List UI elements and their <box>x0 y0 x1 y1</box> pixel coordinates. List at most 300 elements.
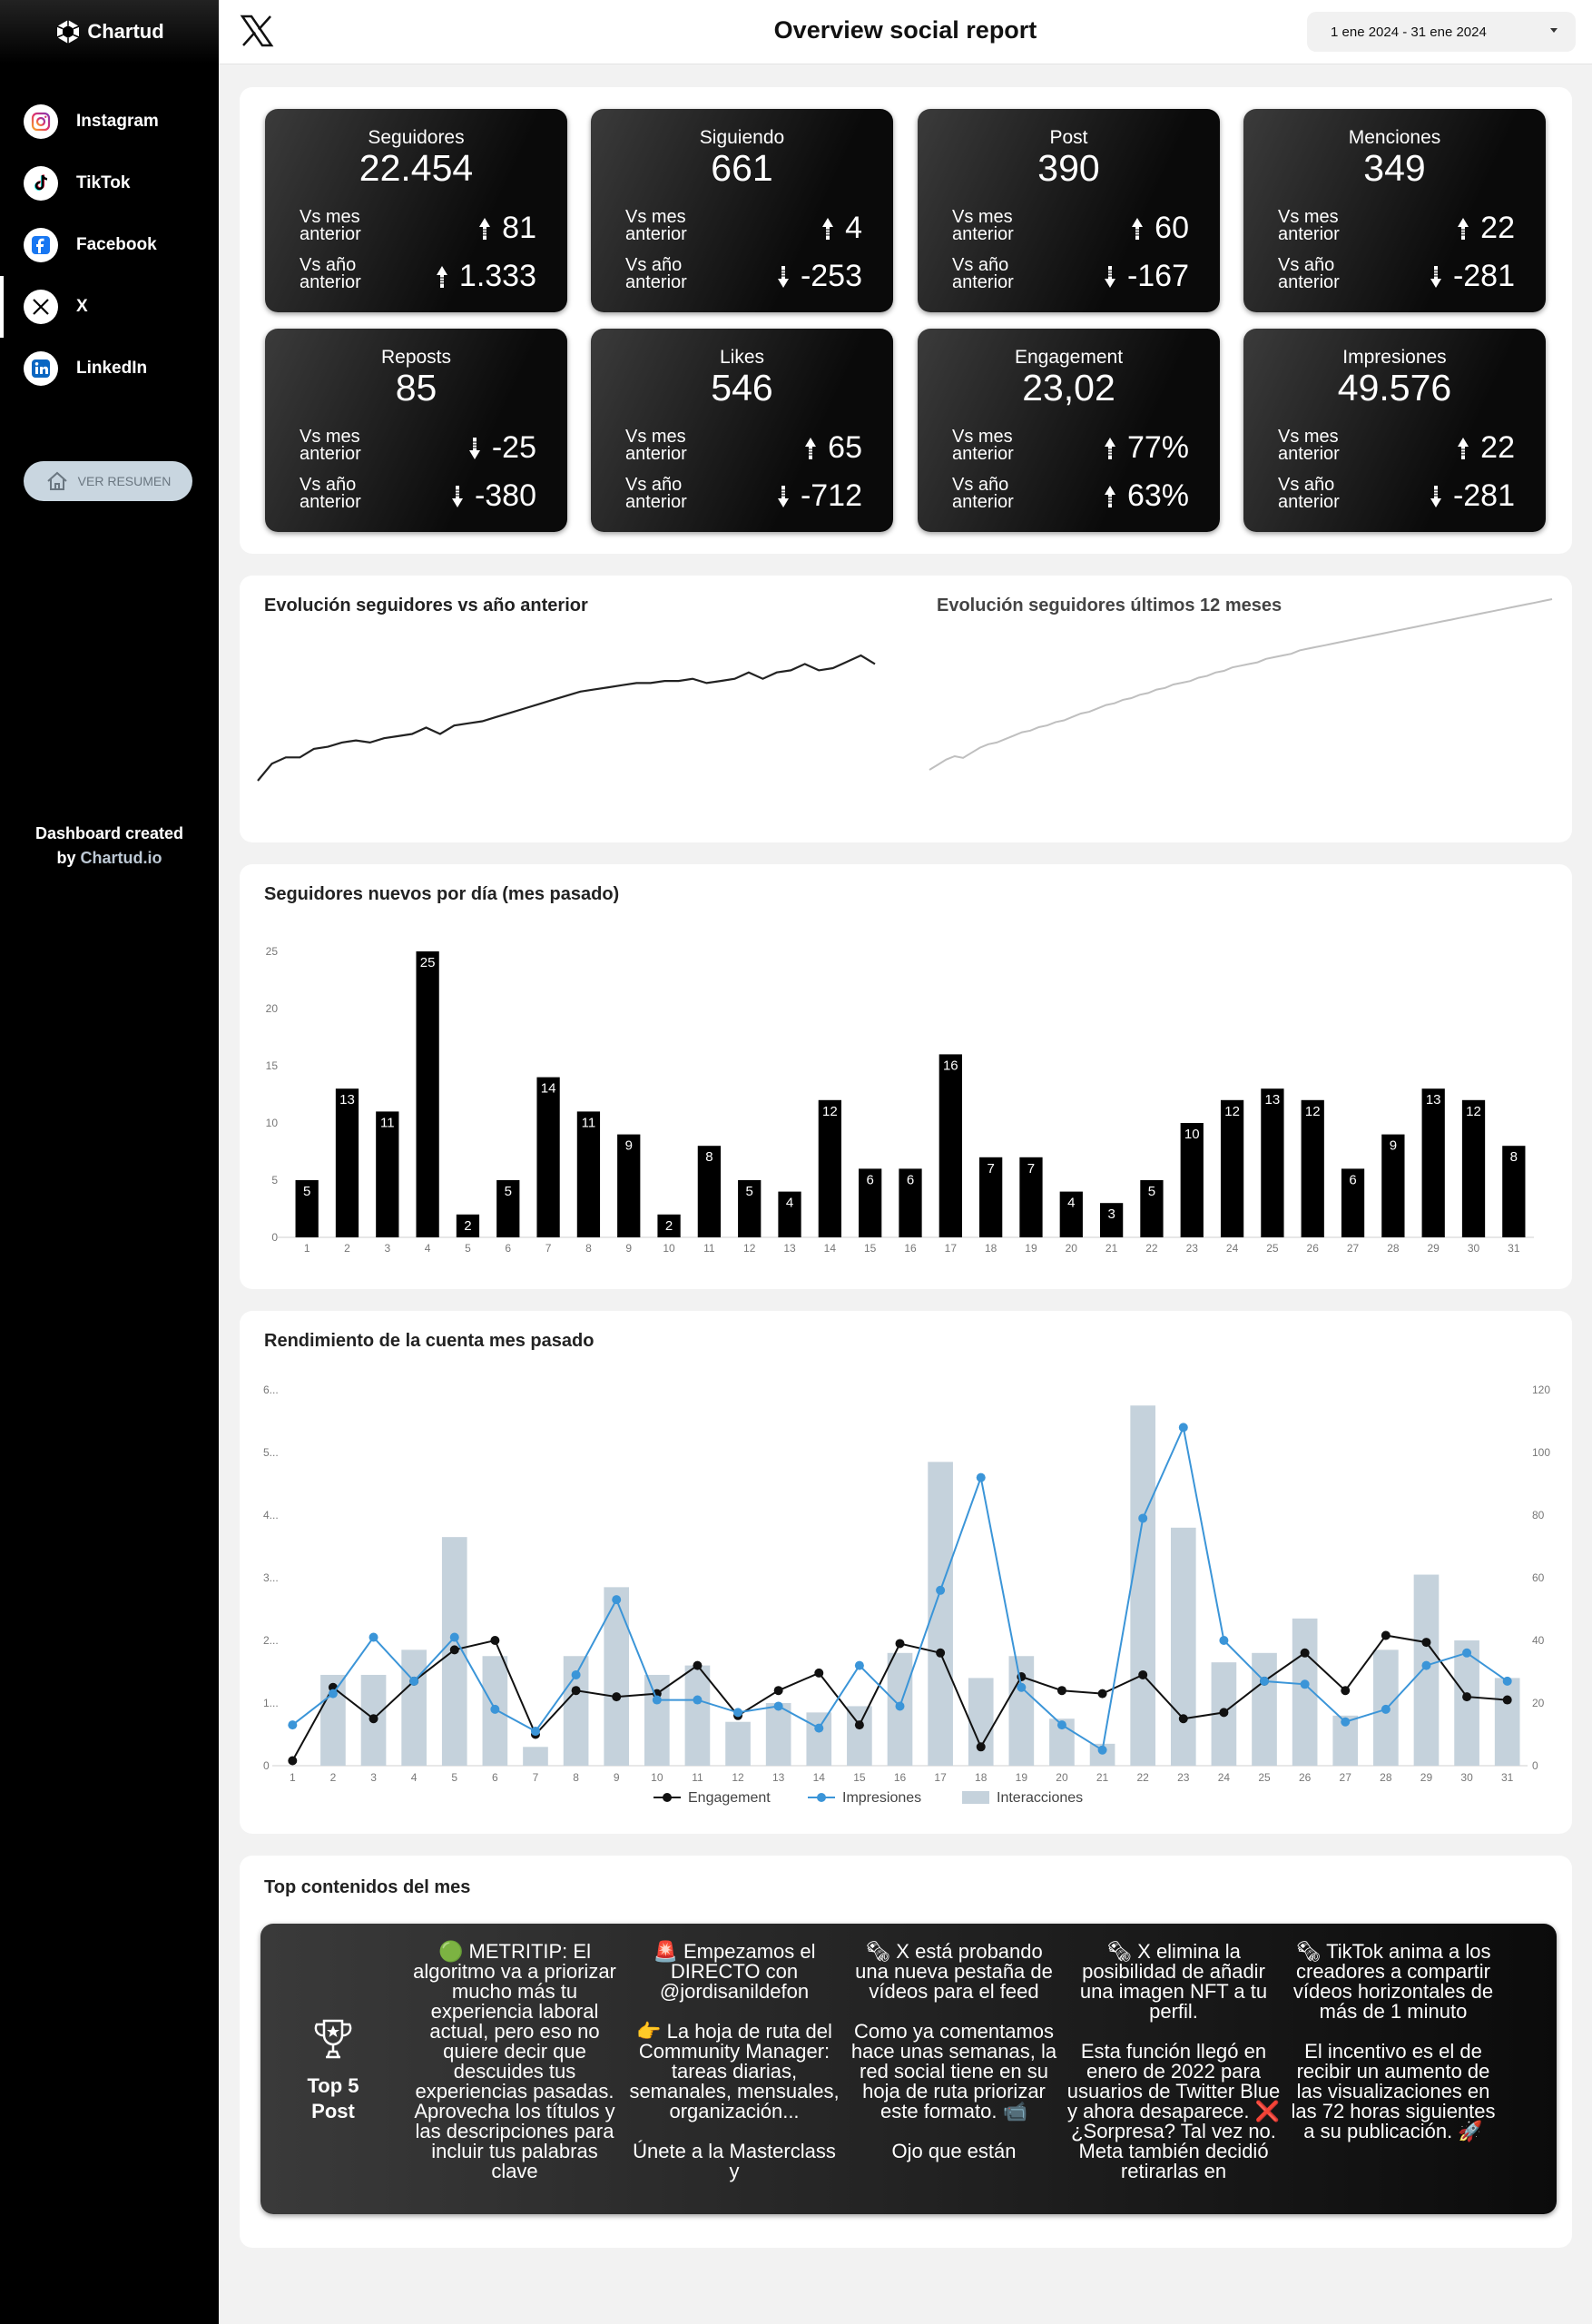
arrow-down-icon <box>777 265 790 289</box>
x-tick-label: 23 <box>1185 1242 1198 1255</box>
impresiones-point[interactable] <box>288 1720 297 1729</box>
bar-value-label: 13 <box>339 1092 355 1108</box>
engagement-point[interactable] <box>1341 1686 1350 1695</box>
evolution-chart-title: Evolución seguidores vs año anterior <box>264 596 588 615</box>
impresiones-point[interactable] <box>855 1661 864 1670</box>
top-posts-header-line1: Top 5 <box>307 2074 359 2097</box>
x-tick-label: 9 <box>613 1771 620 1784</box>
arrow-up-icon <box>1104 485 1116 508</box>
x-tick-label: 25 <box>1258 1771 1271 1784</box>
y-tick-label: 25 <box>265 945 278 958</box>
arrow-down-icon <box>777 485 790 508</box>
engagement-point[interactable] <box>936 1649 945 1658</box>
engagement-point[interactable] <box>896 1639 905 1648</box>
kpi-month-value: -25 <box>491 430 536 465</box>
x-tick-label: 18 <box>975 1771 988 1784</box>
arrow-up-icon <box>1457 437 1469 460</box>
bar[interactable] <box>1422 1088 1445 1237</box>
legend-interacciones-label: Interacciones <box>997 1790 1084 1806</box>
y-left-tick-label: 0 <box>263 1759 270 1772</box>
engagement-point[interactable] <box>855 1720 864 1729</box>
impresiones-point[interactable] <box>653 1696 662 1705</box>
top-posts-header-line2: Post <box>311 2100 355 2122</box>
brand-name: Chartud <box>87 20 164 43</box>
x-tick-label: 20 <box>1056 1771 1068 1784</box>
engagement-point[interactable] <box>1462 1692 1471 1701</box>
x-tick-label: 12 <box>732 1771 744 1784</box>
x-tick-label: 14 <box>823 1242 837 1255</box>
kpi-value: 546 <box>711 367 773 409</box>
x-tick-label: 8 <box>585 1242 592 1255</box>
kpi-card-reposts[interactable] <box>265 329 567 532</box>
impresiones-point[interactable] <box>1381 1705 1391 1714</box>
x-tick-label: 23 <box>1177 1771 1190 1784</box>
kpi-month-delta <box>1131 211 1189 246</box>
evolution-panel <box>240 576 1572 842</box>
bar-value-label: 9 <box>624 1137 633 1154</box>
bar[interactable] <box>1221 1100 1243 1237</box>
engagement-point[interactable] <box>693 1661 702 1670</box>
credit-site-link[interactable]: Chartud.io <box>80 849 162 867</box>
x-tick-label: 16 <box>904 1242 917 1255</box>
bar-value-label: 2 <box>664 1217 673 1234</box>
kpi-year-value: -281 <box>1452 259 1515 293</box>
kpi-title: Engagement <box>1014 347 1124 368</box>
kpi-year-label: Vs año anterior <box>952 475 1014 512</box>
kpi-year-delta <box>1104 259 1189 294</box>
impresiones-point[interactable] <box>612 1595 621 1604</box>
x-tick-label: 13 <box>771 1771 785 1784</box>
facebook-icon <box>24 228 58 262</box>
home-icon <box>45 470 69 492</box>
engagement-point[interactable] <box>1503 1696 1512 1705</box>
kpi-month-delta <box>1104 430 1189 466</box>
engagement-point[interactable] <box>1098 1689 1107 1699</box>
legend-impresiones[interactable] <box>808 1790 921 1806</box>
y-right-tick-label: 80 <box>1532 1509 1545 1521</box>
impresiones-point[interactable] <box>774 1701 783 1710</box>
kpi-year-value: -281 <box>1452 478 1515 513</box>
impresiones-point[interactable] <box>936 1586 945 1595</box>
kpi-year-value: -380 <box>474 478 536 513</box>
engagement-point[interactable] <box>1301 1649 1310 1658</box>
y-right-tick-label: 20 <box>1532 1697 1545 1709</box>
followers-12-months-line <box>929 599 1552 770</box>
x-tick-label: 9 <box>625 1242 633 1255</box>
interacciones-bar[interactable] <box>806 1712 831 1766</box>
kpi-month-compare <box>1278 428 1515 470</box>
arrow-down-icon <box>1104 265 1116 289</box>
interacciones-bar[interactable] <box>604 1587 629 1766</box>
kpi-month-compare <box>952 209 1189 251</box>
x-tick-label: 14 <box>812 1771 825 1784</box>
interacciones-bar[interactable] <box>1414 1575 1440 1766</box>
kpi-title: Impresiones <box>1342 347 1447 368</box>
kpi-title: Likes <box>719 347 765 368</box>
interacciones-bar[interactable] <box>725 1722 751 1766</box>
x-tick-label: 10 <box>663 1242 675 1255</box>
kpi-value: 49.576 <box>1337 367 1452 409</box>
top-post[interactable]: 🗞 X elimina la posibilidad de añadir una imagen NFT a tu perfil. Esta función llegó en enero de 2022 para usuarios de Twitter Blue y ahora desaparece. ❌ ¿Sorpresa? Tal vez no. Meta también decidió retirarlas en <box>1066 1940 1281 2182</box>
kpi-year-delta <box>1104 478 1189 514</box>
x-tick-label: 6 <box>505 1242 512 1255</box>
top-post[interactable]: 🟢 METRITIP: El algoritmo va a priorizar mucho más tu experiencia laboral actual, pero eso no quiere decir que descuides tus experiencias pasadas. Aprovecha los títulos y las descripciones para incluir tus palabras clave <box>413 1940 622 2182</box>
sidebar-item-instagram[interactable] <box>0 91 219 153</box>
performance-panel <box>240 1311 1572 1834</box>
kpi-year-delta <box>1430 478 1515 514</box>
impresiones-point[interactable] <box>1503 1677 1512 1686</box>
interacciones-bar[interactable] <box>1252 1653 1277 1766</box>
sidebar-item-linkedin[interactable] <box>0 338 219 399</box>
x-tick-label: 8 <box>573 1771 579 1784</box>
x-tick-label: 18 <box>984 1242 997 1255</box>
x-tick-label: 4 <box>410 1771 418 1784</box>
bar-value-label: 12 <box>1304 1103 1321 1119</box>
followers-vs-last-year-line <box>258 655 875 781</box>
x-tick-label: 29 <box>1420 1771 1433 1784</box>
legend-engagement-label: Engagement <box>688 1790 771 1806</box>
kpi-month-delta <box>1457 211 1515 246</box>
chartud-logo-icon <box>54 18 82 45</box>
kpi-title: Seguidores <box>368 127 465 148</box>
kpi-month-label: Vs mes anterior <box>952 207 1014 244</box>
kpi-year-compare <box>1278 257 1515 299</box>
kpi-year-compare <box>300 257 536 299</box>
y-left-tick-label: 1... <box>263 1697 279 1709</box>
kpi-value: 85 <box>395 367 437 409</box>
y-left-tick-label: 2... <box>263 1634 279 1647</box>
engagement-point[interactable] <box>490 1636 499 1645</box>
sidebar-item-label: LinkedIn <box>76 359 148 378</box>
bar-value-label: 11 <box>380 1115 395 1131</box>
impresiones-point[interactable] <box>1138 1513 1147 1522</box>
kpi-month-value: 4 <box>845 211 862 245</box>
y-right-tick-label: 120 <box>1532 1384 1551 1396</box>
x-tick-label: 30 <box>1467 1242 1480 1255</box>
top-content-title: Top contenidos del mes <box>264 1877 471 1897</box>
bar-value-label: 16 <box>942 1058 958 1074</box>
kpi-value: 349 <box>1363 147 1426 189</box>
kpi-value: 22.454 <box>359 147 474 189</box>
kpi-title: Menciones <box>1348 127 1441 148</box>
x-tick-label: 7 <box>545 1242 552 1255</box>
x-tick-label: 26 <box>1306 1242 1319 1255</box>
x-tick-label: 12 <box>743 1242 756 1255</box>
impresiones-point[interactable] <box>1301 1679 1310 1689</box>
bar[interactable] <box>939 1054 962 1237</box>
x-tick-label: 13 <box>783 1242 796 1255</box>
sidebar-item-facebook[interactable] <box>0 214 219 276</box>
impresiones-point[interactable] <box>1421 1661 1430 1670</box>
impresiones-point[interactable] <box>409 1677 418 1686</box>
kpi-year-label: Vs año anterior <box>300 475 361 512</box>
bar[interactable] <box>336 1088 359 1237</box>
kpi-year-label: Vs año anterior <box>1278 255 1340 292</box>
engagement-point[interactable] <box>1138 1670 1147 1679</box>
x-tick-label: 29 <box>1427 1242 1440 1255</box>
new-followers-chart <box>240 864 1572 1289</box>
legend-interacciones[interactable] <box>962 1790 1083 1806</box>
kpi-value: 661 <box>711 147 773 189</box>
y-left-tick-label: 4... <box>263 1509 279 1521</box>
interacciones-bar[interactable] <box>523 1747 548 1766</box>
impresiones-point[interactable] <box>896 1701 905 1710</box>
kpi-title: Siguiendo <box>699 127 785 148</box>
top-content-panel <box>240 1856 1572 2248</box>
kpi-card-post[interactable] <box>918 109 1220 312</box>
arrow-down-icon <box>451 485 464 508</box>
credit-line: Dashboard created <box>34 824 184 842</box>
top-post[interactable]: 🚨 Empezamos el DIRECTO con @jordisanildefon 👉 La hoja de ruta del Community Manager: tareas diarias, semanales, mensuales, organización... Únete a la Masterclass y <box>629 1940 840 2182</box>
kpi-year-delta <box>436 259 536 294</box>
kpi-month-value: 81 <box>502 211 536 245</box>
interacciones-bar[interactable] <box>1130 1405 1155 1766</box>
engagement-point[interactable] <box>1219 1708 1228 1717</box>
engagement-point[interactable] <box>612 1692 621 1701</box>
bar-value-label: 7 <box>1027 1160 1036 1177</box>
x-tick-label: 26 <box>1298 1771 1312 1784</box>
kpi-month-label: Vs mes anterior <box>625 427 687 464</box>
impresiones-point[interactable] <box>1098 1746 1107 1755</box>
arrow-up-icon <box>821 217 834 241</box>
y-left-tick-label: 6... <box>263 1384 279 1396</box>
bar-value-label: 12 <box>822 1103 838 1119</box>
engagement-point[interactable] <box>450 1645 459 1654</box>
arrow-down-icon <box>1430 485 1442 508</box>
kpi-month-label: Vs mes anterior <box>1278 207 1340 244</box>
date-range-selector[interactable] <box>1307 12 1576 52</box>
bar-value-label: 8 <box>705 1149 713 1166</box>
kpi-year-label: Vs año anterior <box>625 255 687 292</box>
y-right-tick-label: 0 <box>1532 1759 1538 1772</box>
x-tick-label: 3 <box>370 1771 377 1784</box>
bar-value-label: 8 <box>1509 1149 1518 1166</box>
interacciones-bar[interactable] <box>1495 1678 1520 1766</box>
kpi-card-menciones[interactable] <box>1243 109 1546 312</box>
x-icon <box>24 290 58 324</box>
engagement-point[interactable] <box>774 1686 783 1695</box>
bar-value-label: 5 <box>504 1184 512 1199</box>
impresiones-point[interactable] <box>977 1473 986 1482</box>
top-post[interactable]: 🗞 X está probando una nueva pestaña de vídeos para el feed Como ya comentamos hace unas semanas, la red social tiene en su hoja de ruta priorizar este formato. 📹 Ojo que están <box>850 1940 1057 2162</box>
x-tick-label: 2 <box>329 1771 337 1784</box>
impresiones-point[interactable] <box>1219 1636 1228 1645</box>
engagement-point[interactable] <box>1421 1638 1430 1647</box>
kpi-value: 23,02 <box>1022 367 1115 409</box>
sidebar-item-x[interactable] <box>0 276 219 338</box>
credit-line-2 <box>0 846 219 871</box>
impresiones-point[interactable] <box>1057 1720 1066 1729</box>
kpi-month-delta <box>478 211 536 246</box>
x-tick-label: 22 <box>1145 1242 1158 1255</box>
impresiones-point[interactable] <box>1260 1677 1269 1686</box>
bar-value-label: 14 <box>540 1080 556 1097</box>
impresiones-point[interactable] <box>814 1724 823 1733</box>
engagement-point[interactable] <box>369 1714 378 1723</box>
sidebar <box>0 0 219 2324</box>
kpi-card-siguiendo[interactable] <box>591 109 893 312</box>
kpi-year-value: 63% <box>1126 478 1189 513</box>
x-tick-label: 17 <box>934 1771 947 1784</box>
kpi-month-label: Vs mes anterior <box>300 207 361 244</box>
x-tick-label: 3 <box>384 1242 391 1255</box>
x-tick-label: 31 <box>1501 1771 1514 1784</box>
bar[interactable] <box>1462 1100 1485 1237</box>
impresiones-point[interactable] <box>1462 1649 1471 1658</box>
kpi-year-compare <box>1278 477 1515 518</box>
bar[interactable] <box>536 1078 559 1237</box>
bar-value-label: 2 <box>464 1217 472 1234</box>
x-tick-label: 28 <box>1387 1242 1400 1255</box>
kpi-month-value: 77% <box>1126 430 1189 465</box>
interacciones-bar[interactable] <box>968 1678 994 1766</box>
sidebar-nav <box>0 91 219 399</box>
bar[interactable] <box>1261 1088 1283 1237</box>
x-tick-label: 31 <box>1508 1242 1520 1255</box>
engagement-point[interactable] <box>1179 1714 1188 1723</box>
impresiones-point[interactable] <box>531 1727 540 1736</box>
brand[interactable] <box>0 0 219 64</box>
bar-value-label: 6 <box>906 1172 915 1188</box>
y-right-tick-label: 40 <box>1532 1634 1545 1647</box>
kpi-year-compare <box>952 257 1189 299</box>
bar-value-label: 5 <box>1147 1184 1156 1199</box>
interacciones-bar[interactable] <box>685 1666 711 1766</box>
engagement-point[interactable] <box>572 1686 581 1695</box>
kpi-month-compare <box>625 428 862 470</box>
kpi-card-seguidores[interactable] <box>265 109 567 312</box>
evolution-charts <box>240 576 1572 842</box>
impresiones-point[interactable] <box>1017 1683 1026 1692</box>
engagement-point[interactable] <box>814 1669 823 1678</box>
interacciones-bar[interactable] <box>766 1703 791 1766</box>
kpi-card-engagement[interactable] <box>918 329 1220 532</box>
kpi-panel <box>240 87 1572 554</box>
x-tick-label: 16 <box>893 1771 907 1784</box>
y-tick-label: 10 <box>265 1117 278 1129</box>
bar-value-label: 6 <box>866 1172 874 1188</box>
arrow-down-icon <box>1430 265 1442 289</box>
trophy-icon <box>308 2014 359 2064</box>
tiktok-icon <box>24 166 58 201</box>
x-tick-label: 24 <box>1217 1771 1231 1784</box>
kpi-month-delta <box>821 211 862 246</box>
bar[interactable] <box>819 1100 841 1237</box>
impresiones-point[interactable] <box>572 1670 581 1679</box>
chevron-down-icon <box>1550 28 1558 33</box>
arrow-down-icon <box>468 437 481 460</box>
new-followers-panel <box>240 864 1572 1289</box>
arrow-up-icon <box>1131 217 1144 241</box>
kpi-year-compare <box>952 477 1189 518</box>
credit-by: by <box>56 849 81 867</box>
x-tick-label: 21 <box>1105 1242 1118 1255</box>
bar-value-label: 6 <box>1349 1172 1357 1188</box>
bar-value-label: 7 <box>987 1160 995 1177</box>
performance-chart <box>240 1311 1572 1834</box>
bar-value-label: 5 <box>302 1184 311 1199</box>
legend-impresiones-label: Impresiones <box>842 1790 922 1806</box>
kpi-year-value: -253 <box>800 259 862 293</box>
impresiones-point[interactable] <box>369 1633 378 1642</box>
bar-value-label: 11 <box>581 1115 596 1131</box>
impresiones-point[interactable] <box>1341 1718 1350 1727</box>
x-tick-label: 25 <box>1266 1242 1279 1255</box>
bar[interactable] <box>416 951 438 1237</box>
x-tick-label: 7 <box>532 1771 539 1784</box>
bar-value-label: 12 <box>1466 1103 1481 1119</box>
bar-value-label: 25 <box>419 955 436 970</box>
kpi-title: Post <box>1049 127 1088 148</box>
linkedin-icon <box>24 351 58 386</box>
kpi-month-delta <box>1457 430 1515 466</box>
x-tick-label: 15 <box>853 1771 866 1784</box>
y-tick-label: 15 <box>265 1059 278 1072</box>
bar-value-label: 12 <box>1224 1103 1240 1119</box>
kpi-year-label: Vs año anterior <box>625 475 687 512</box>
kpi-year-delta <box>1430 259 1515 294</box>
x-tick-label: 22 <box>1136 1771 1149 1784</box>
impresiones-point[interactable] <box>733 1708 742 1717</box>
sidebar-item-label: TikTok <box>76 173 131 192</box>
impresiones-point[interactable] <box>490 1705 499 1714</box>
credit-text <box>0 822 219 871</box>
bar[interactable] <box>1302 1100 1324 1237</box>
ver-resumen-button[interactable] <box>24 461 192 501</box>
x-tick-label: 5 <box>465 1242 471 1255</box>
sidebar-item-tiktok[interactable] <box>0 153 219 214</box>
engagement-point[interactable] <box>1057 1686 1066 1695</box>
bar-value-label: 13 <box>1264 1092 1281 1108</box>
interacciones-bar[interactable] <box>401 1649 427 1766</box>
legend-engagement[interactable] <box>654 1790 771 1806</box>
engagement-point[interactable] <box>1381 1630 1391 1640</box>
x-tick-label: 17 <box>944 1242 958 1255</box>
kpi-year-label: Vs año anterior <box>1278 475 1340 512</box>
kpi-month-label: Vs mes anterior <box>300 427 361 464</box>
top-post[interactable]: 🗞 TikTok anima a los creadores a compartir vídeos horizontales de más de 1 minuto El incentivo es el de recibir un aumento de las visualizaciones en las 72 horas siguientes a su publicación. 🚀 <box>1291 1940 1496 2142</box>
x-tick-label: 10 <box>651 1771 663 1784</box>
kpi-month-value: 60 <box>1155 211 1189 245</box>
kpi-month-label: Vs mes anterior <box>625 207 687 244</box>
x-tick-label: 4 <box>424 1242 431 1255</box>
impresiones-point[interactable] <box>693 1696 702 1705</box>
impresiones-point[interactable] <box>1179 1423 1188 1432</box>
bar-value-label: 3 <box>1107 1206 1115 1223</box>
y-right-tick-label: 60 <box>1532 1571 1545 1584</box>
sidebar-item-label: Facebook <box>76 235 157 254</box>
kpi-title: Reposts <box>380 347 452 368</box>
arrow-up-icon <box>804 437 817 460</box>
engagement-point[interactable] <box>977 1742 986 1751</box>
x-tick-label: 2 <box>344 1242 350 1255</box>
interacciones-bar[interactable] <box>1171 1528 1196 1766</box>
kpi-year-delta <box>777 259 862 294</box>
y-left-tick-label: 3... <box>263 1571 279 1584</box>
kpi-month-delta <box>804 430 862 466</box>
x-tick-label: 28 <box>1380 1771 1392 1784</box>
top-posts-card <box>260 1924 1557 2214</box>
kpi-month-value: 22 <box>1480 211 1515 245</box>
kpi-card-impresiones[interactable] <box>1243 329 1546 532</box>
kpi-month-label: Vs mes anterior <box>952 427 1014 464</box>
kpi-card-likes[interactable] <box>591 329 893 532</box>
kpi-month-label: Vs mes anterior <box>1278 427 1340 464</box>
engagement-point[interactable] <box>288 1756 297 1765</box>
x-tick-label: 21 <box>1096 1771 1109 1784</box>
impresiones-point[interactable] <box>329 1689 338 1699</box>
impresiones-point[interactable] <box>450 1633 459 1642</box>
